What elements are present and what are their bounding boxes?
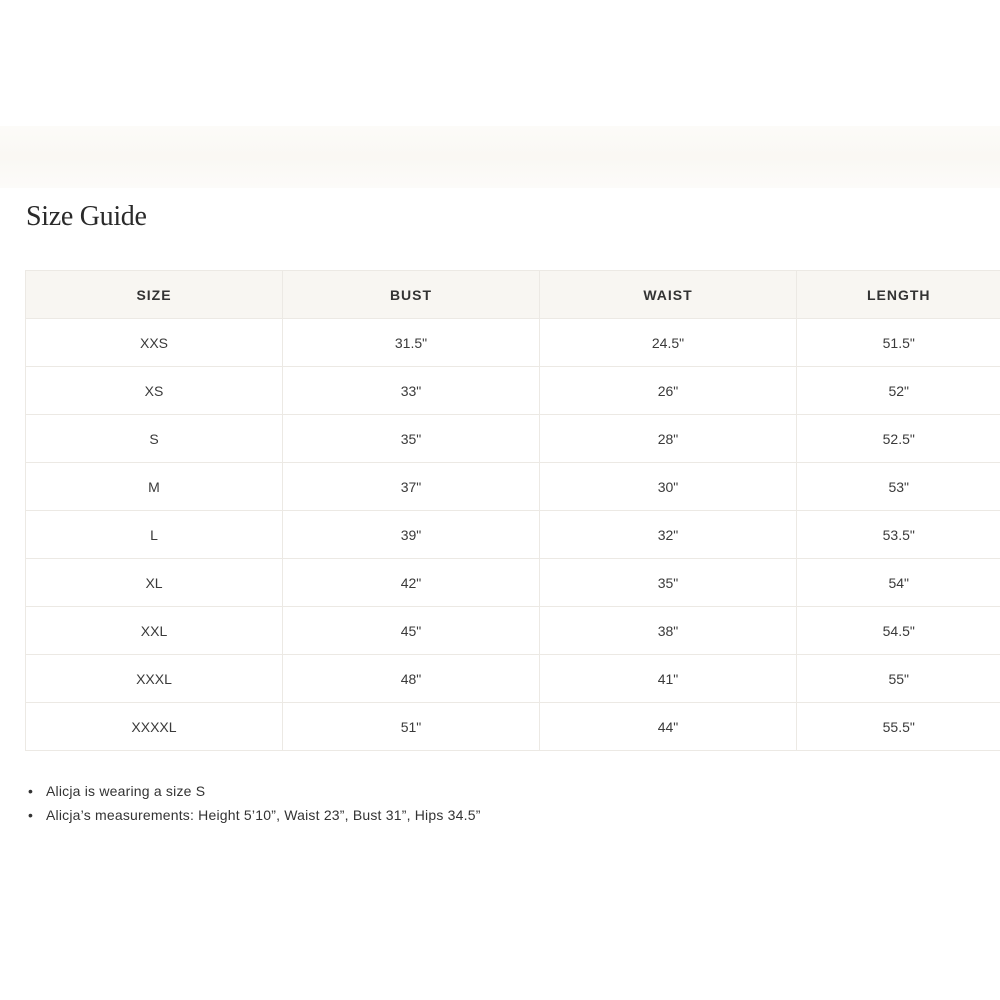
waist-cell: 32" bbox=[540, 511, 797, 559]
length-cell: 52" bbox=[797, 367, 1000, 415]
table-row bbox=[26, 607, 1000, 655]
banner-strip bbox=[0, 126, 1000, 188]
waist-cell: 26" bbox=[540, 367, 797, 415]
bust-cell: 48" bbox=[283, 655, 540, 703]
size-cell: XXL bbox=[26, 607, 283, 655]
waist-cell: 24.5" bbox=[540, 319, 797, 367]
bust-cell: 51" bbox=[283, 703, 540, 751]
page-title: Size Guide bbox=[26, 201, 147, 232]
bullet-icon: • bbox=[28, 783, 34, 799]
bullet-icon: • bbox=[28, 807, 34, 823]
table-row bbox=[26, 463, 1000, 511]
size-cell: XL bbox=[26, 559, 283, 607]
waist-cell: 28" bbox=[540, 415, 797, 463]
column-header-bust: BUST bbox=[283, 271, 540, 319]
waist-cell: 35" bbox=[540, 559, 797, 607]
model-size-note: Alicja is wearing a size S bbox=[46, 783, 206, 799]
bust-cell: 45" bbox=[283, 607, 540, 655]
length-cell: 54" bbox=[797, 559, 1000, 607]
size-cell: S bbox=[26, 415, 283, 463]
size-cell: L bbox=[26, 511, 283, 559]
length-cell: 53.5" bbox=[797, 511, 1000, 559]
column-header-size: SIZE bbox=[26, 271, 283, 319]
bust-cell: 42" bbox=[283, 559, 540, 607]
list-item bbox=[26, 781, 481, 805]
size-cell: XXS bbox=[26, 319, 283, 367]
size-cell: XS bbox=[26, 367, 283, 415]
bust-cell: 33" bbox=[283, 367, 540, 415]
table-row bbox=[26, 367, 1000, 415]
bust-cell: 39" bbox=[283, 511, 540, 559]
model-notes-list bbox=[26, 781, 481, 829]
waist-cell: 41" bbox=[540, 655, 797, 703]
table-row bbox=[26, 319, 1000, 367]
table-row bbox=[26, 511, 1000, 559]
waist-cell: 30" bbox=[540, 463, 797, 511]
length-cell: 55.5" bbox=[797, 703, 1000, 751]
column-header-length: LENGTH bbox=[797, 271, 1000, 319]
bust-cell: 37" bbox=[283, 463, 540, 511]
length-cell: 53" bbox=[797, 463, 1000, 511]
length-cell: 52.5" bbox=[797, 415, 1000, 463]
table-header bbox=[26, 271, 1000, 319]
size-cell: XXXL bbox=[26, 655, 283, 703]
size-table bbox=[25, 270, 1000, 751]
column-header-waist: WAIST bbox=[540, 271, 797, 319]
bust-cell: 35" bbox=[283, 415, 540, 463]
waist-cell: 38" bbox=[540, 607, 797, 655]
table-row bbox=[26, 559, 1000, 607]
list-item bbox=[26, 805, 481, 829]
model-measurements-note: Alicja’s measurements: Height 5’10”, Waist 23”, Bust 31”, Hips 34.5” bbox=[46, 807, 481, 823]
length-cell: 51.5" bbox=[797, 319, 1000, 367]
table-row bbox=[26, 655, 1000, 703]
size-cell: M bbox=[26, 463, 283, 511]
bust-cell: 31.5" bbox=[283, 319, 540, 367]
length-cell: 54.5" bbox=[797, 607, 1000, 655]
table-body bbox=[26, 319, 1000, 751]
header-row bbox=[26, 271, 1000, 319]
length-cell: 55" bbox=[797, 655, 1000, 703]
waist-cell: 44" bbox=[540, 703, 797, 751]
table-row bbox=[26, 415, 1000, 463]
table-row bbox=[26, 703, 1000, 751]
size-cell: XXXXL bbox=[26, 703, 283, 751]
